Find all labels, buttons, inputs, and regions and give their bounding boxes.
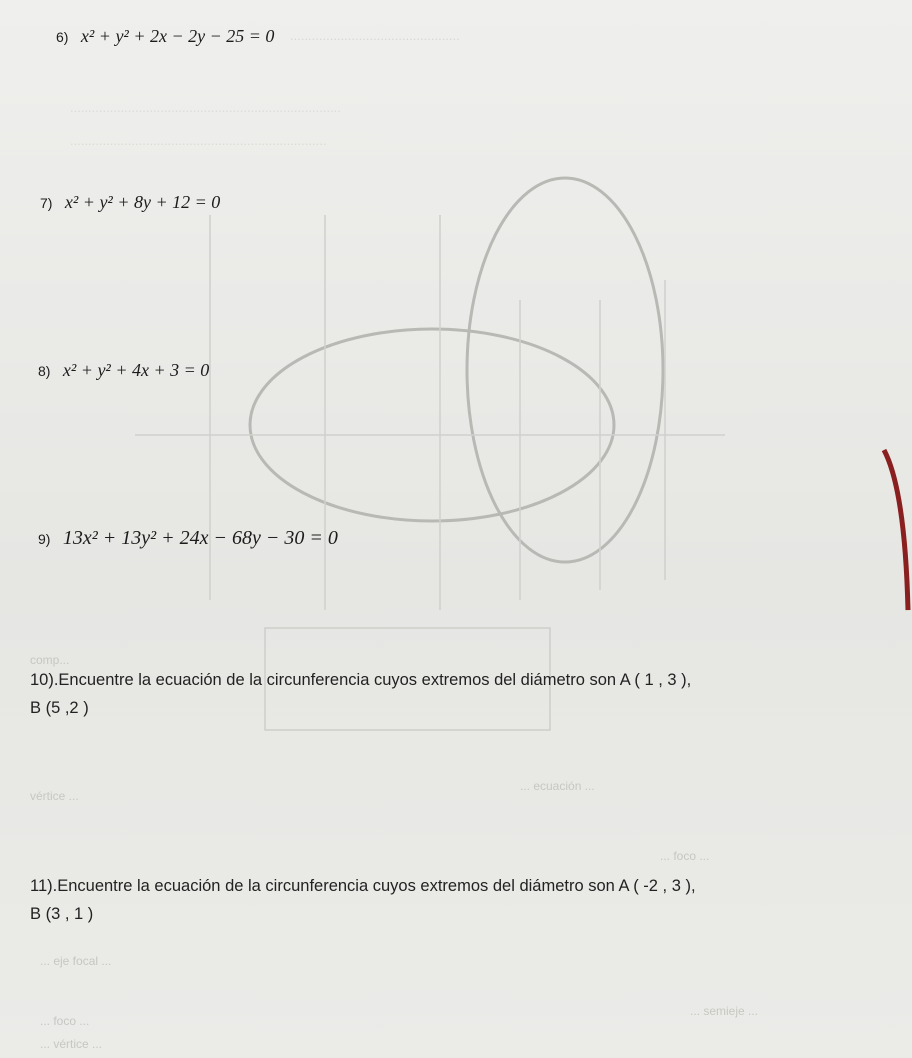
problem-number: 6) xyxy=(56,29,69,45)
svg-text:vértice ...: vértice ... xyxy=(30,789,79,803)
svg-text:... foco ...: ... foco ... xyxy=(660,849,710,863)
svg-text:... semieje ...: ... semieje ... xyxy=(690,1004,759,1018)
svg-text:... foco ...: ... foco ... xyxy=(40,1014,90,1028)
svg-text:..............................: ........................................................................... xyxy=(70,100,341,115)
statement-line: 11).Encuentre la ecuación de la circunferencia cuyos extremos del diámetro son A ( -2 , 3 ), xyxy=(30,877,696,895)
problem-number: 8) xyxy=(38,363,51,379)
problem-7 xyxy=(40,192,220,213)
bleed-through-ellipse-vertical xyxy=(467,178,663,562)
red-edge-mark xyxy=(884,450,908,610)
circle-equation: x² + y² + 2x − 2y − 25 = 0 xyxy=(80,26,275,46)
bleed-through-ellipse-horizontal xyxy=(250,329,614,521)
problem-number: 9) xyxy=(38,531,51,547)
problem-10-statement xyxy=(30,666,691,722)
svg-text:comp...: comp... xyxy=(30,653,70,667)
circle-equation: 13x² + 13y² + 24x − 68y − 30 = 0 xyxy=(62,527,338,549)
svg-text:... eje focal ...: ... eje focal ... xyxy=(40,954,112,968)
problem-6 xyxy=(56,26,274,47)
svg-text:... ecuación ...: ... ecuación ... xyxy=(520,779,595,793)
circle-equation: x² + y² + 8y + 12 = 0 xyxy=(64,192,221,212)
svg-text:..............................: ............................................... xyxy=(290,28,460,43)
problem-8 xyxy=(38,360,209,381)
problem-9 xyxy=(38,527,338,550)
circle-equation: x² + y² + 4x + 3 = 0 xyxy=(62,360,210,380)
statement-line: 10).Encuentre la ecuación de la circunferencia cuyos extremos del diámetro son A ( 1 , 3 ), xyxy=(30,671,692,689)
statement-line: B (3 , 1 ) xyxy=(30,905,94,923)
svg-text:... vértice ...: ... vértice ... xyxy=(40,1037,103,1051)
problem-11-statement xyxy=(30,872,696,928)
svg-text:..............................: ....................................................................... xyxy=(70,133,327,148)
statement-line: B (5 ,2 ) xyxy=(30,699,89,717)
problem-number: 7) xyxy=(40,195,53,211)
